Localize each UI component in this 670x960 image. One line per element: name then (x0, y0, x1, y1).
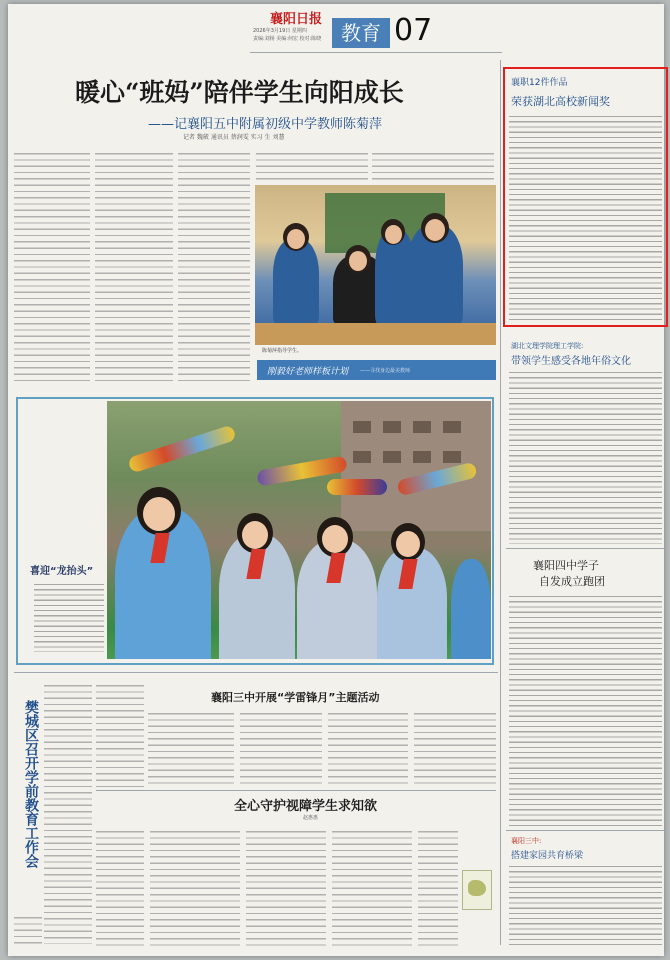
lower-section-rule (14, 672, 498, 673)
lead-photo-caption: 陈菊萍指导学生。 (262, 348, 303, 354)
newspaper-brand: 襄阳日报 (270, 12, 323, 27)
series-banner-title: 刚毅好老师样板计划 (267, 367, 349, 377)
story-a-col4 (414, 708, 496, 786)
section-label: 教育 (332, 18, 390, 48)
story2-body (509, 368, 662, 544)
lead-body-col2 (95, 148, 173, 384)
story-b-byline: 赵惠惠 (303, 815, 319, 821)
edition-editors: 责编:刘杨 美编:何宏 校对:陈晓 (253, 36, 322, 42)
vertical-headline: 樊城区召开学前教育工作会 (23, 700, 39, 868)
story-b-col3 (246, 826, 326, 946)
story2-headline: 带领学生感受各地年俗文化 (511, 356, 631, 367)
feature-photo-title: 喜迎“龙抬头” (30, 566, 94, 577)
lead-body-col1 (14, 148, 90, 384)
lead-headline: 暖心“班妈”陪伴学生向阳成长 (75, 78, 404, 107)
right-col-rule-2 (506, 830, 664, 831)
story-b-col4 (332, 826, 412, 946)
right-col-rule-1 (506, 548, 664, 549)
masthead-rule (250, 52, 502, 53)
stamp-emblem-icon (468, 880, 486, 896)
vertical-story-body-tail (14, 912, 42, 946)
story-a-col2 (240, 708, 322, 786)
right-column-rule (500, 60, 501, 945)
lead-body-col5 (372, 148, 494, 180)
box-story-headline: 荣获湖北高校新闻奖 (511, 95, 610, 108)
lead-photo (255, 185, 496, 345)
lead-body-col4 (256, 148, 368, 180)
story-a-col3 (328, 708, 408, 786)
story-b-col5 (418, 826, 458, 946)
story3-headline-line2: 自发成立跑团 (539, 575, 605, 588)
story-a-headline: 襄阳三中开展“学雷锋月”主题活动 (211, 691, 380, 704)
series-banner-subtitle: ——寻找身边最美教师 (360, 368, 411, 374)
edition-date: 2026年3月19日 星期四 (253, 28, 307, 34)
story3-body (509, 592, 662, 826)
lead-byline: 记者 魏葳 通讯员 蔡润雯 实习 生 刘慧 (183, 134, 285, 141)
story4-headline: 搭建家园共育桥梁 (511, 851, 584, 861)
story-b-col2 (150, 826, 240, 946)
story4-body (509, 862, 662, 948)
story-b-headline: 全心守护视障学生求知欲 (234, 799, 378, 814)
box-story-kicker: 襄职12件作品 (511, 78, 568, 88)
story2-kicker: 湖北文理学院理工学院: (511, 342, 584, 350)
story-b-col1 (96, 826, 144, 946)
vertical-story-body (44, 680, 92, 944)
page-number: 07 (394, 13, 433, 48)
feature-photo-caption-text (34, 580, 104, 652)
story-b-rule (96, 790, 496, 791)
lead-body-col3 (178, 148, 250, 384)
lead-subheadline: ——记襄阳五中附属初级中学教师陈菊萍 (148, 117, 383, 132)
story4-kicker: 襄阳三中: (511, 837, 542, 845)
story-a-col1 (148, 708, 234, 786)
lower-left-col2 (96, 680, 144, 790)
feature-photo (107, 401, 491, 659)
box-story-body (509, 112, 662, 322)
story3-headline-line1: 襄阳四中学子 (533, 559, 599, 572)
